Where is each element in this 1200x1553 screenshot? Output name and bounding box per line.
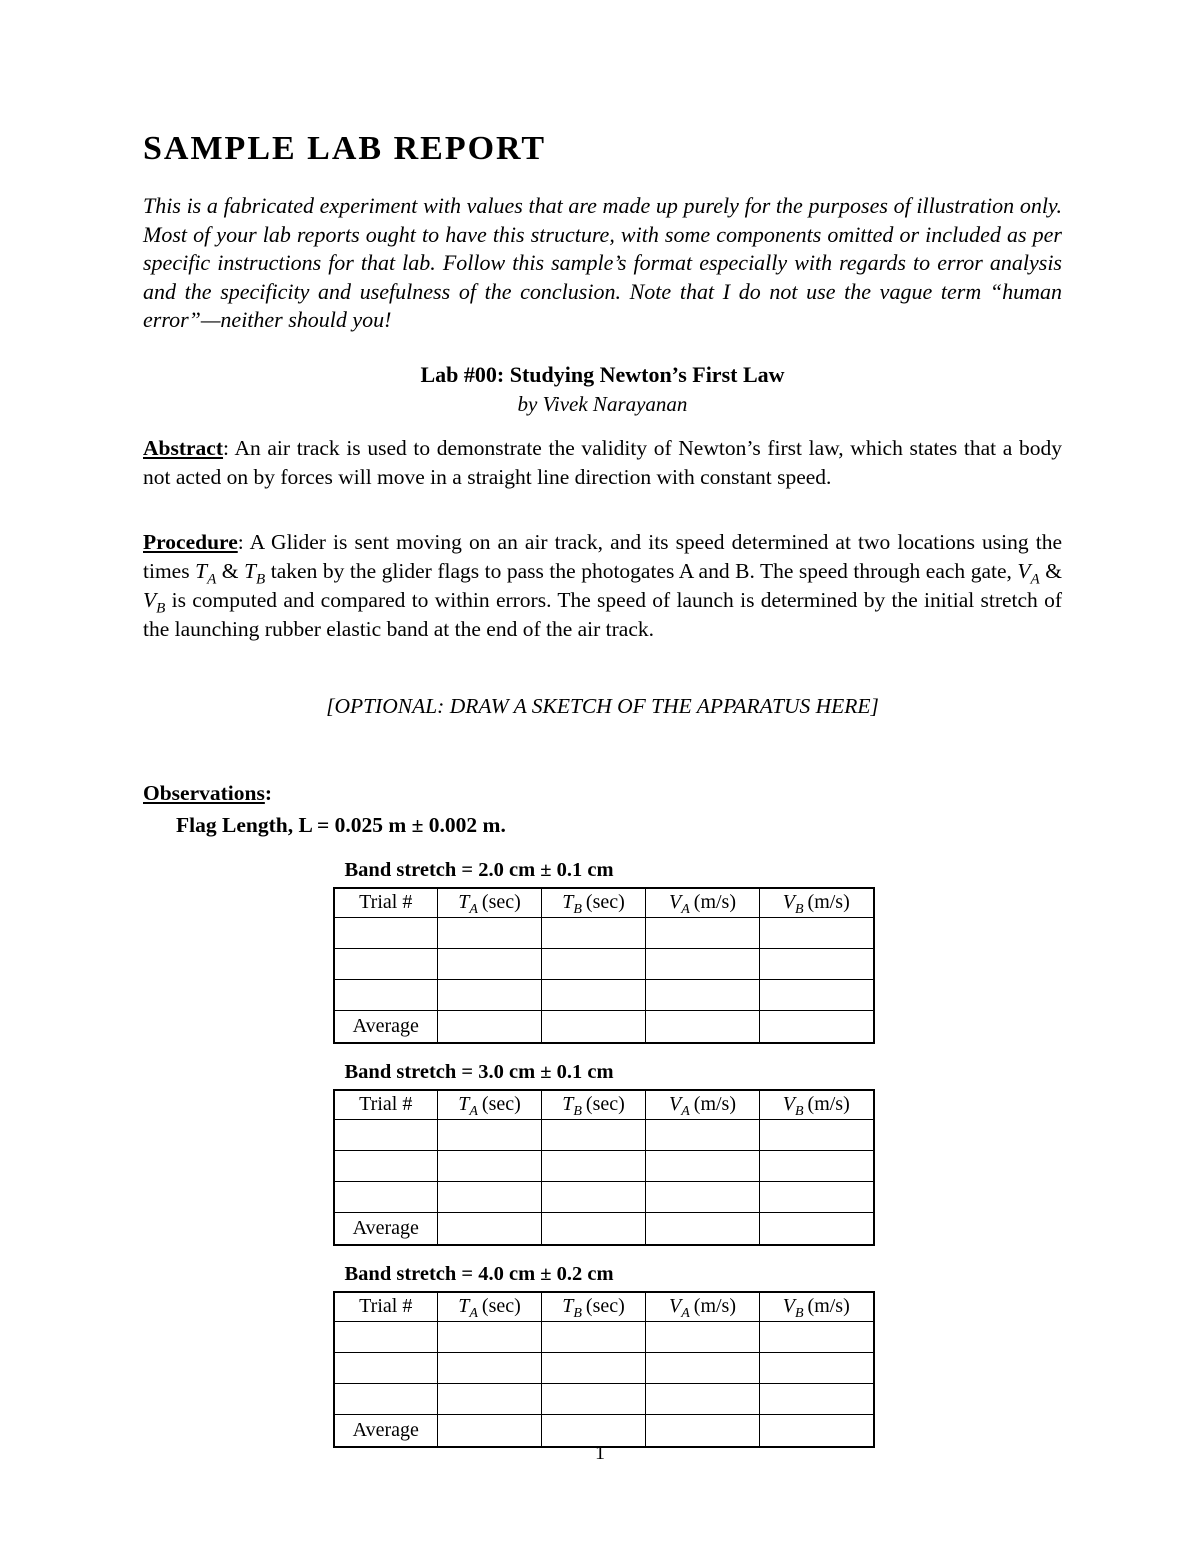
empty-cell (334, 917, 438, 948)
empty-cell (646, 1383, 760, 1414)
col-header-tb (542, 888, 646, 918)
byline: by Vivek Narayanan (517, 391, 688, 416)
col-header-ta (438, 888, 542, 918)
unit-label: (m/s) (807, 891, 850, 914)
col-header-tb (542, 1292, 646, 1322)
empty-cell (646, 1212, 760, 1245)
table-block-band-stretch-2cm (333, 858, 873, 1044)
col-header-trial (334, 1292, 438, 1322)
empty-cell (438, 1352, 542, 1383)
math-symbol: V (782, 891, 795, 914)
empty-data-row (334, 1181, 874, 1212)
header-row (334, 1292, 874, 1322)
math-symbol: V (669, 1295, 682, 1318)
empty-cell (542, 1383, 646, 1414)
average-label-cell: Average (334, 1414, 438, 1447)
empty-cell (438, 979, 542, 1010)
empty-data-row (334, 1321, 874, 1352)
col-header-va (646, 888, 760, 918)
empty-cell (646, 917, 760, 948)
col-header-vb (760, 1090, 874, 1120)
math-subscript: A (681, 902, 690, 918)
empty-cell (646, 979, 760, 1010)
empty-cell (542, 1321, 646, 1352)
procedure-text: & (1039, 558, 1062, 583)
math-symbol: V (143, 587, 157, 612)
empty-cell (542, 917, 646, 948)
empty-data-row (334, 948, 874, 979)
flag-length-line: Flag Length, L = 0.025 m ± 0.002 m. (176, 812, 506, 837)
col-header-ta (438, 1292, 542, 1322)
observations-table (333, 887, 875, 1044)
col-header-vb (760, 1292, 874, 1322)
empty-cell (438, 1010, 542, 1043)
empty-cell (334, 1150, 438, 1181)
unit-label: (m/s) (807, 1093, 850, 1116)
empty-cell (646, 1119, 760, 1150)
empty-cell (438, 1150, 542, 1181)
math-subscript: A (469, 902, 478, 918)
math-subscript: A (681, 1306, 690, 1322)
table-caption: Band stretch = 2.0 cm ± 0.1 cm (344, 858, 614, 881)
empty-cell (646, 1352, 760, 1383)
empty-cell (760, 948, 874, 979)
unit-label: (m/s) (693, 1295, 736, 1318)
math-symbol: V (669, 891, 682, 914)
abstract-paragraph (143, 434, 1062, 492)
math-symbol: V (782, 1295, 795, 1318)
intro-paragraph: This is a fabricated experiment with values that are made up purely for the purposes of illustration only. Most of your lab reports ought to have this structure, with some components omitted or included as per specific instructions for that lab. Follow this sample’s format especially with regards to error analysis and the specificity and usefulness of the conclusion. Note that I do not use the vague term “human error”—neither should you! (143, 193, 1062, 333)
math-subscript: A (681, 1104, 690, 1120)
empty-cell (760, 1150, 874, 1181)
empty-cell (542, 1212, 646, 1245)
empty-cell (760, 979, 874, 1010)
unit-label: (sec) (481, 1295, 521, 1318)
table-caption: Band stretch = 4.0 cm ± 0.2 cm (344, 1262, 614, 1285)
empty-cell (334, 1119, 438, 1150)
math-symbol: T (562, 891, 574, 914)
empty-cell (334, 1383, 438, 1414)
math-subscript: B (794, 902, 804, 918)
empty-cell (542, 948, 646, 979)
lab-heading (143, 361, 1062, 417)
col-header-va (646, 1090, 760, 1120)
empty-cell (438, 1181, 542, 1212)
math-symbol: V (669, 1093, 682, 1116)
procedure-text: taken by the glider flags to pass the photogates A and B. The speed through each gate, (265, 558, 1018, 583)
header-row (334, 888, 874, 918)
empty-data-row (334, 1383, 874, 1414)
empty-cell (646, 1150, 760, 1181)
empty-cell (760, 1181, 874, 1212)
math-subscript: B (256, 571, 266, 588)
math-symbol: V (782, 1093, 795, 1116)
abstract-label: Abstract (143, 435, 224, 460)
average-row (334, 1010, 874, 1043)
math-symbol: V (1017, 558, 1031, 583)
empty-cell (334, 948, 438, 979)
unit-label: (sec) (481, 891, 521, 914)
header-row (334, 1090, 874, 1120)
average-row (334, 1212, 874, 1245)
math-subscript: B (794, 1306, 804, 1322)
lab-title: Lab #00: Studying Newton’s First Law (420, 361, 785, 387)
empty-cell (760, 1383, 874, 1414)
math-subscript: A (1030, 571, 1040, 588)
col-header-label: Trial # (359, 1093, 413, 1116)
math-subscript: B (573, 1104, 582, 1120)
empty-cell (646, 1321, 760, 1352)
unit-label: (sec) (585, 891, 625, 914)
math-subscript: B (794, 1104, 804, 1120)
procedure-label: Procedure (143, 529, 238, 554)
math-subscript: B (156, 600, 166, 617)
empty-cell (438, 1212, 542, 1245)
unit-label: (sec) (585, 1093, 625, 1116)
optional-sketch-note: [OPTIONAL: DRAW A SKETCH OF THE APPARATUS HERE] (326, 693, 879, 718)
col-header-label: Trial # (359, 1295, 413, 1318)
unit-label: (sec) (481, 1093, 521, 1116)
math-symbol: T (244, 558, 257, 583)
empty-cell (542, 1010, 646, 1043)
empty-cell (438, 1321, 542, 1352)
observations-label: Observations (143, 780, 265, 805)
empty-cell (646, 948, 760, 979)
document-title: SAMPLE LAB REPORT (143, 130, 547, 167)
empty-cell (760, 1119, 874, 1150)
empty-cell (542, 979, 646, 1010)
empty-cell (334, 1321, 438, 1352)
empty-cell (542, 1150, 646, 1181)
unit-label: (m/s) (693, 891, 736, 914)
unit-label: (m/s) (693, 1093, 736, 1116)
math-subscript: B (573, 1306, 582, 1322)
math-subscript: A (469, 1306, 478, 1322)
procedure-colon: : (237, 529, 244, 554)
math-symbol: T (458, 1295, 470, 1318)
col-header-label: Trial # (359, 891, 413, 914)
procedure-paragraph (143, 528, 1062, 644)
empty-data-row (334, 1150, 874, 1181)
empty-cell (646, 1010, 760, 1043)
empty-cell (542, 1119, 646, 1150)
col-header-trial (334, 1090, 438, 1120)
table-caption: Band stretch = 3.0 cm ± 0.1 cm (344, 1060, 614, 1083)
empty-cell (334, 979, 438, 1010)
table-block-band-stretch-4cm (333, 1262, 873, 1448)
unit-label: (sec) (585, 1295, 625, 1318)
empty-cell (760, 1321, 874, 1352)
observations-table (333, 1291, 875, 1448)
observations-table (333, 1089, 875, 1246)
procedure-text: A Glider is sent moving on an air track, and its speed determined at two locations using the times (143, 529, 1062, 583)
math-subscript: B (573, 902, 582, 918)
math-symbol: T (458, 891, 470, 914)
empty-cell (438, 1119, 542, 1150)
empty-cell (438, 1383, 542, 1414)
unit-label: (m/s) (807, 1295, 850, 1318)
empty-cell (438, 948, 542, 979)
table-block-band-stretch-3cm (333, 1060, 873, 1246)
empty-cell (334, 1352, 438, 1383)
empty-cell (760, 1352, 874, 1383)
empty-data-row (334, 917, 874, 948)
empty-data-row (334, 979, 874, 1010)
math-symbol: T (562, 1295, 574, 1318)
abstract-text: An air track is used to demonstrate the validity of Newton’s first law, which states that a body not acted on by forces will move in a straight line direction with constant speed. (143, 435, 1062, 489)
empty-cell (334, 1181, 438, 1212)
average-label-cell: Average (334, 1010, 438, 1043)
empty-cell (760, 917, 874, 948)
empty-cell (542, 1352, 646, 1383)
empty-data-row (334, 1352, 874, 1383)
math-subscript: A (207, 571, 217, 588)
col-header-ta (438, 1090, 542, 1120)
procedure-text: & (216, 558, 245, 583)
average-label-cell: Average (334, 1212, 438, 1245)
empty-cell (542, 1181, 646, 1212)
abstract-colon: : (223, 435, 229, 460)
empty-cell (646, 1181, 760, 1212)
procedure-text: is computed and compared to within errors. The speed of launch is determined by the initial stretch of the launching rubber elastic band at the end of the air track. (143, 587, 1062, 641)
page-number: 1 (595, 1442, 605, 1464)
col-header-trial (334, 888, 438, 918)
col-header-tb (542, 1090, 646, 1120)
math-symbol: T (458, 1093, 470, 1116)
empty-cell (438, 917, 542, 948)
col-header-vb (760, 888, 874, 918)
col-header-va (646, 1292, 760, 1322)
math-symbol: T (195, 558, 208, 583)
empty-cell (760, 1010, 874, 1043)
math-symbol: T (562, 1093, 574, 1116)
observations-colon: : (264, 780, 273, 805)
math-subscript: A (469, 1104, 478, 1120)
observations-heading (143, 781, 1062, 806)
empty-cell (760, 1212, 874, 1245)
empty-data-row (334, 1119, 874, 1150)
